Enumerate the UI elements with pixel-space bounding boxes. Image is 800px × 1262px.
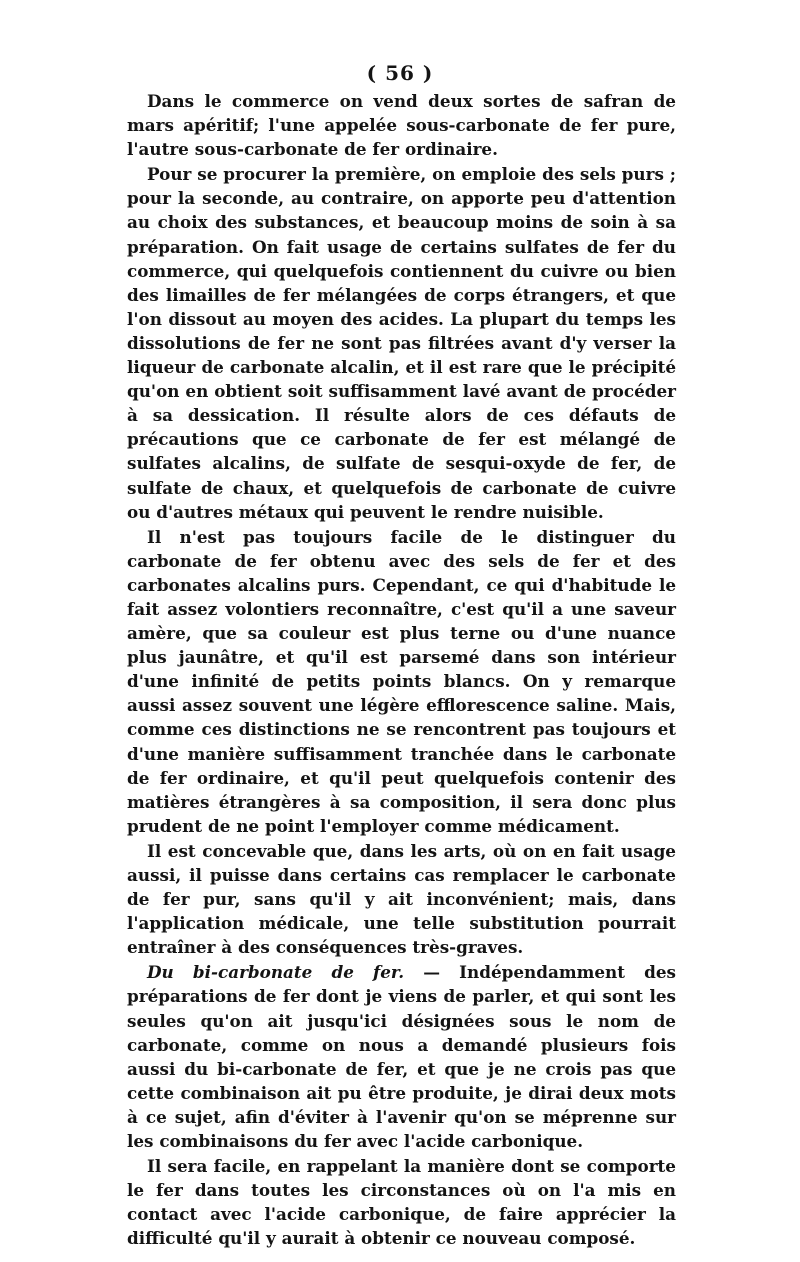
paragraph-4: Il est concevable que, dans les arts, où on en fait usage aussi, il puisse dans certains cas remplacer le carbonate de fer pur, sans qu'il y ait inconvénient; mais, dans l'application médicale, une telle substitution pourrait entraîner à des conséquences très-graves.: [127, 840, 676, 958]
paragraph-3: Il n'est pas toujours facile de le distinguer du carbonate de fer obtenu avec des sels de fer et des carbonates alcalins purs. Cependant, ce qui d'habitude le fait assez volontiers reconnaître, c'est qu'il a une saveur amère, que sa couleur est plus terne ou d'une nuance plus jaunâtre, et qu'il est parsemé dans son intérieur d'une infinité de petits points blancs. On y remarque aussi assez souvent une légère efflorescence saline. Mais, comme ces distinctions ne se rencontrent pas toujours et d'une manière suffisamment tranchée dans le carbonate de fer ordinaire, et qu'il peut quelquefois contenir des matières étrangères à sa composition, il sera donc plus prudent de ne point l'employer comme médicament.: [127, 526, 676, 836]
paragraph-5: [127, 960, 676, 1153]
page-number: ( 56 ): [366, 61, 434, 85]
paragraph-6: Il sera facile, en rappelant la manière dont se comporte le fer dans toutes les circonstances où on l'a mis en contact avec l'acide carbonique, de faire apprécier la difficulté qu'il y aurait à obtenir ce nouveau composé.: [127, 1156, 676, 1249]
paragraph-5-text: — Indépendamment des préparations de fer dont je viens de parler, et qui sont les seules qu'on ait jusqu'ici désignées sous le nom de carbonate, comme on nous a demandé plusieurs fois aussi du bi-carbonate de fer, et que je ne crois pas que cette combinaison ait pu être produite, je dirai deux mots à ce sujet, afin d'éviter à l'avenir qu'on se méprenne sur les combinaisons du fer avec l'acide carbonique.: [127, 962, 676, 1152]
paragraph-2: Pour se procurer la première, on emploie des sels purs ; pour la seconde, au contraire, on apporte peu d'attention au choix des substances, et beaucoup moins de soin à sa préparation. On fait usage de certains sulfates de fer du commerce, qui quelquefois contiennent du cuivre ou bien des limailles de fer mélangées de corps étrangers, et que l'on dissout au moyen des acides. La plupart du temps les dissolutions de fer ne sont pas filtrées avant d'y verser la liqueur de carbonate alcalin, et il est rare que le précipité qu'on en obtient soit suffisamment lavé avant de procéder à sa dessication. Il résulte alors de ces défauts de précautions que ce carbonate de fer est mélangé de sulfates alcalins, de sulfate de sesqui-oxyde de fer, de sulfate de chaux, et quelquefois de carbonate de cuivre ou d'autres métaux qui peuvent le rendre nuisible.: [127, 164, 676, 522]
section-title: Du bi-carbonate de fer.: [147, 962, 405, 983]
body-text: [127, 89, 676, 1251]
paragraph-1: Dans le commerce on vend deux sortes de safran de mars apéritif; l'une appelée sous-carbonate de fer pure, l'autre sous-carbonate de fer ordinaire.: [127, 91, 676, 160]
